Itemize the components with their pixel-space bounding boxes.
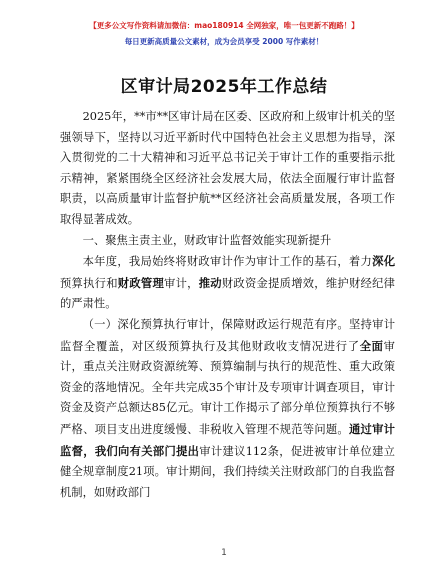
paragraph [60,251,395,315]
text-run: 预算执行和 [60,276,118,290]
paragraph [60,315,395,503]
text-run: 审计，重点关注财政资源统筹、预算编制与执行的规范性、重大政策资金的落地情况。全年共完成35个审计及专项审计调查项目，审计资金及资产总额达85亿元。审计工作揭示了部分单位预算执行不够严格、项目支出进度缓慢、非税收入管理不规范等问题。 [60,339,395,436]
bold-text-run: 全面 [359,338,384,353]
page-number: 1 [221,548,227,558]
promo-banner-line-1: 【更多公文写作资料请加微信：mao180914 全网独家，唯一包更新不跑路！】 [89,21,359,30]
text-run: 一、聚焦主责主业，财政审计监督效能实现新提升 [82,233,332,247]
bold-text-run: 推动 [198,275,222,290]
text-run: 本年度，我局始终将财政审计作为审计工作的基石，着力 [82,255,373,269]
bold-text-run: 深化 [372,254,395,269]
paragraph [60,107,395,231]
promo-banner-line-2: 每日更新高质量公文素材，成为会员享受 2000 写作素材！ [124,37,324,46]
text-run: 财政资金提质增效，维护财经纪律的严肃性。 [60,276,395,311]
document-body [60,107,395,503]
text-run: 审计建议112条，促进被审计单位建立健全规章制度21项。审计期间，我们持续关注财政部门的自我监督机制，如财政部门 [60,444,395,499]
text-run: 2025年，**市**区审计局在区委、区政府和上级审计机关的坚强领导下，坚持以习近平新时代中国特色社会主义思想为指导，深入贯彻党的二十大精神和习近平总书记关于审计工作的重要指示批示精神，紧紧围绕全区经济社会发展大局，依法全面履行审计监督职责，以高质量审计监督护航**区经济社会高质量发展，各项工作取得显著成效。 [60,110,395,226]
text-run: 审计， [164,276,199,290]
text-run: （一）深化预算执行审计，保障财政运行规范有序。坚持审计监督全覆盖，对区级预算执行及其他财政收支情况进行了 [60,317,395,353]
paragraph [60,231,395,252]
document-title: 区审计局2025年工作总结 [120,77,328,97]
bold-text-run: 通过审计监督，我们向有关部门提出 [60,421,395,458]
bold-text-run: 财政管理 [117,275,165,290]
